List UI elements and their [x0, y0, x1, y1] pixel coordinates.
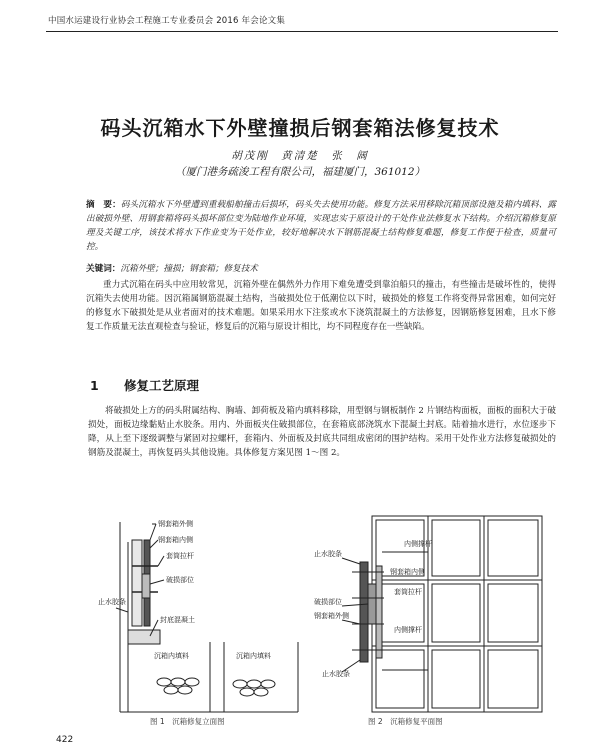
figure-1-caption: 图 1 沉箱修复立面图 [150, 717, 225, 726]
leader-line-3 [150, 540, 158, 548]
figure-2-caption: 图 2 沉箱修复平面图 [368, 717, 443, 726]
fill-stone-7 [247, 680, 261, 688]
fig2-label-box-outer: 钢套箱外侧 [314, 612, 349, 620]
section-heading [90, 376, 199, 394]
caisson-cell-5 [432, 584, 480, 642]
leader-line [342, 558, 360, 564]
fill-stone-3 [185, 678, 199, 686]
running-header: 中国水运建设行业协会工程施工专业委员会 2016 年会论文集 [48, 16, 286, 26]
fig2-label-brace-bottom: 内侧撑杆 [394, 626, 422, 634]
steel-box-inner [132, 540, 142, 626]
fill-stone-10 [254, 688, 268, 696]
fig1-label-seal: 止水胶条 [98, 598, 126, 606]
fill-stone [157, 678, 171, 686]
header-rule [46, 31, 558, 32]
fill-stone-9 [240, 688, 254, 696]
caisson-cell-3 [488, 520, 538, 576]
fig2-label-seal-bottom: 止水胶条 [322, 670, 350, 678]
paper-title: 码头沉箱水下外壁撞损后钢套箱法修复技术 [100, 116, 500, 140]
leader-line-5 [150, 580, 164, 584]
page-number: 422 [56, 735, 74, 745]
section-body: 将破损处上方的码头附属结构、胸墙、卸荷板及箱内填料移除，用型钢与钢板制作 2 片钢结构面板，面板的面积大于破损处，面板边缘黏贴止水胶条。用内、外面板夹住破损部位，在套箱底部浇筑水下混凝土封底。陆着抽水进行，水位逐步下降，从上至下逐级调整与紧固对拉螺杆，套箱内、外面板及封底共同组成密闭的围护结构。采用干处作业方法修复破损处的钢筋及混凝土，再恢复码头其他设施。具体修复方案见图 1～图 2。 [88, 406, 556, 458]
damage-zone [142, 574, 150, 598]
fig1-label-fill-left: 沉箱内填料 [154, 652, 189, 660]
fig1-label-outer: 钢套箱外侧 [158, 520, 193, 528]
caisson-cell-6 [488, 584, 538, 642]
caisson-cell-8 [432, 650, 480, 708]
fig2-label-bolt: 套筒拉杆 [394, 588, 422, 596]
fig2-label-damage: 破损部位 [314, 598, 342, 606]
caisson-cell-7 [376, 650, 424, 708]
leader-line-2 [150, 524, 156, 540]
fig1-label-concrete: 封底混凝土 [160, 616, 195, 624]
fill-stone-5 [178, 686, 192, 694]
affiliation: （厦门港务疏浚工程有限公司，福建厦门，361012） [174, 166, 426, 178]
leader-line-6 [116, 608, 128, 612]
keywords [86, 262, 258, 274]
fig1-label-fill-right: 沉箱内填料 [236, 652, 271, 660]
fig2-label-seal-top: 止水胶条 [314, 550, 342, 558]
fig1-label-inner: 钢套箱内侧 [158, 536, 193, 544]
section-title: 修复工艺原理 [124, 378, 200, 393]
fig1-label-bolt: 套筒拉杆 [166, 552, 194, 560]
fill-stone-6 [233, 680, 247, 688]
fill-stone-4 [164, 686, 178, 694]
intro-paragraph: 重力式沉箱在码头中应用较常见，沉箱外壁在偶然外力作用下难免遭受到靠泊船只的撞击，有些撞击是破坏性的，使得沉箱失去使用功能。因沉箱属钢筋混凝土结构，当破损处位于低潮位以下时，破损处的修复工作将变得异常困难，如何完好的修复水下破损处是从业者面对的技术难题。如果采用水下注浆或水下浇筑混凝土的方法修复，因钢筋修复困难，且水下修复工作质量无法直观检查与验证，修复后的沉箱与原设计相比，均不同程度存在一些缺陷。 [86, 280, 556, 332]
abstract-label: 摘 要： [86, 200, 121, 210]
keywords-text: 沉箱外壁；撞损；钢套箱；修复技术 [120, 264, 258, 274]
authors: 胡茂刚 黄清楚 张 阔 [231, 150, 369, 162]
bottom-concrete [128, 630, 160, 644]
figure-2-plan [312, 512, 552, 718]
leader-line-4 [158, 556, 164, 566]
fill-stone-8 [261, 680, 275, 688]
abstract-text: 码头沉箱水下外壁遭到重载船舶撞击后损坏，码头失去使用功能。修复方法采用移除沉箱顶部设施及箱内填料、露出破损外壁、用钢套箱将码头损坏部位变为陆地作业环境，实现忠实于原设计的干处作业法修复水下结构。介绍沉箱修复原理及关键工序，该技术将水下作业变为干处作业，较好地解决水下钢筋混凝土结构修复难题，修复工作便于检查，质量可控。 [86, 200, 556, 252]
abstract [86, 198, 556, 254]
section-number: 1 [90, 378, 99, 393]
caisson-cell-9 [488, 650, 538, 708]
caisson-outline [372, 516, 542, 712]
fig2-label-brace-top: 内侧撑杆 [404, 540, 432, 548]
steel-box-outer-plate [360, 562, 368, 662]
fig1-label-damage: 破损部位 [166, 576, 194, 584]
leader-line-3 [342, 620, 360, 624]
figure-1-elevation [98, 512, 312, 718]
fig2-label-box-inner: 钢套箱内侧 [390, 568, 425, 576]
damage-zone [368, 584, 376, 624]
steel-box-inner-plate [376, 566, 382, 658]
caisson-cell-2 [432, 520, 480, 576]
keywords-label: 关键词： [86, 264, 121, 274]
fill-stone-2 [171, 678, 185, 686]
